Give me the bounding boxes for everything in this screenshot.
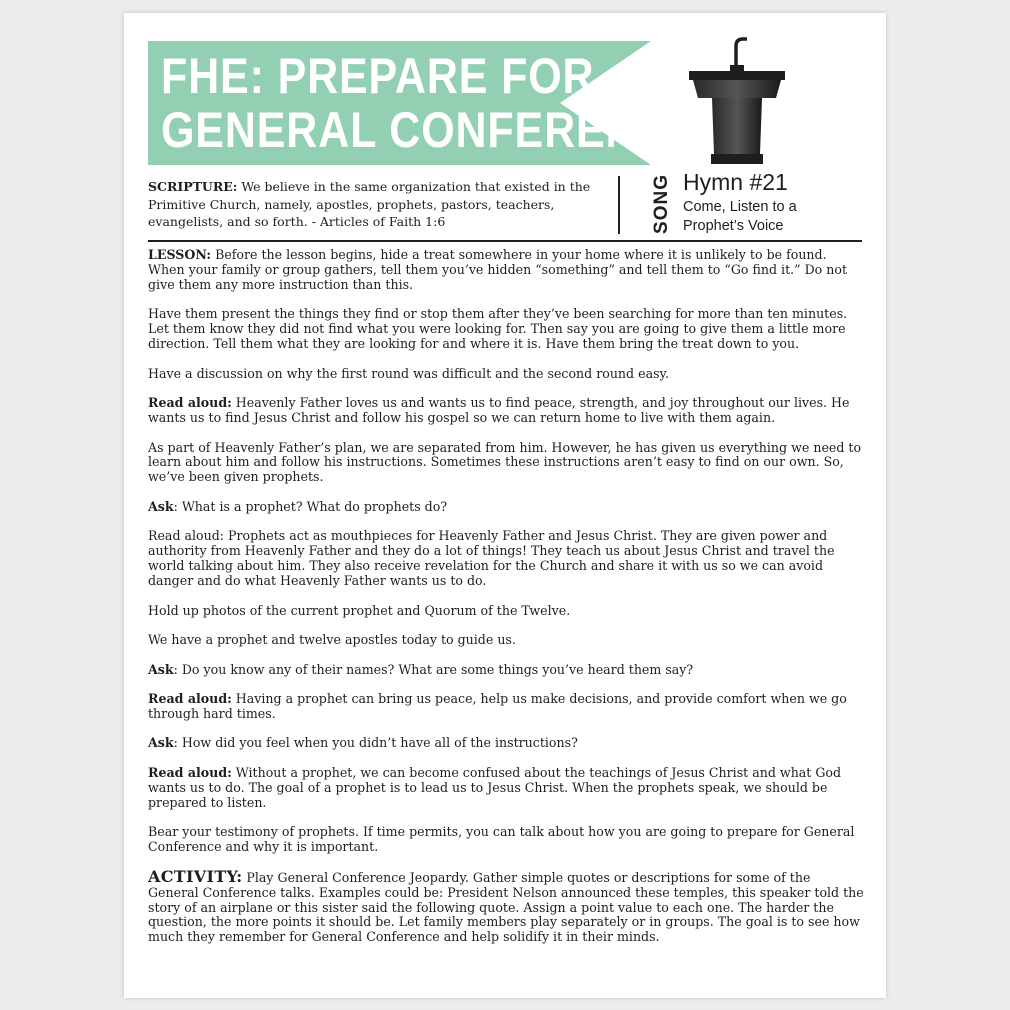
read-aloud-label: Read aloud: <box>148 395 232 411</box>
lesson-paragraph <box>148 766 864 811</box>
lesson-label: LESSON: <box>148 247 212 262</box>
scripture-text: We believe in the same organization that existed in the Primitive Church, namely, apostles, prophets, pastors, teachers, evangelists, and so forth. - Articles of Faith 1:6 <box>148 179 591 229</box>
lesson-paragraph-text: Without a prophet, we can become confused about the teachings of Jesus Christ and what God wants us to do. The goal of a prophet is to lead us to Jesus Christ. When the prophets speak, we should be prepared to listen. <box>148 764 842 810</box>
lesson-paragraph <box>148 396 864 426</box>
song-label-text: SONG <box>651 174 672 234</box>
lesson-paragraph <box>148 500 864 515</box>
lesson-paragraph: Bear your testimony of prophets. If time permits, you can talk about how you are going to prepare for General Conference and why it is important. <box>148 824 855 855</box>
scripture-label: SCRIPTURE: <box>148 179 238 194</box>
podium-icon <box>689 37 787 171</box>
lesson-paragraph-text: : What is a prophet? What do prophets do? <box>173 498 448 514</box>
lesson-paragraph-text: Having a prophet can bring us peace, help us make decisions, and provide comfort when we go through hard times. <box>148 691 847 721</box>
ask-label: Ask <box>148 498 174 514</box>
read-aloud-label: Read aloud: <box>148 764 232 780</box>
section-divider <box>618 176 620 234</box>
scripture-section <box>148 178 603 231</box>
activity-section <box>148 866 864 946</box>
page-title-line-2: GENERAL CONFERENCE <box>161 102 699 158</box>
lesson-page <box>124 13 886 998</box>
hymn-number: Hymn #21 <box>683 169 788 195</box>
lesson-intro <box>148 248 864 293</box>
lesson-paragraph: Have a discussion on why the first round was difficult and the second round easy. <box>148 365 669 381</box>
lesson-paragraph: We have a prophet and twelve apostles today to guide us. <box>148 632 516 648</box>
header-rule <box>148 240 862 242</box>
activity-label: ACTIVITY: <box>148 866 243 886</box>
lesson-paragraph <box>148 692 864 722</box>
read-aloud-label: Read aloud: <box>148 691 232 707</box>
page-title-line-1: FHE: PREPARE FOR <box>161 48 595 104</box>
page-title <box>161 48 699 158</box>
title-banner <box>148 41 699 165</box>
lesson-paragraph: Have them present the things they find or stop them after they’ve been searching for more than ten minutes. Let them know they did not find what you were looking for. Then say you are going to give them a little more direction. Tell them what they are looking for and where it is. Have them bring the treat down to you. <box>148 306 848 352</box>
lesson-paragraph: As part of Heavenly Father’s plan, we are separated from him. However, he has given us everything we need to learn about him and follow his instructions. Sometimes these instructions aren’t easy to find on our own. So, we’ve been given prophets. <box>148 439 862 485</box>
lesson-paragraph: Hold up photos of the current prophet and Quorum of the Twelve. <box>148 602 571 618</box>
lesson-paragraph-text: : Do you know any of their names? What are some things you’ve heard them say? <box>173 661 694 677</box>
lesson-paragraph-text: : How did you feel when you didn’t have all of the instructions? <box>173 735 578 751</box>
lesson-paragraph <box>148 663 864 678</box>
ask-label: Ask <box>148 661 174 677</box>
lesson-body <box>148 248 864 960</box>
lesson-paragraph-text: Heavenly Father loves us and wants us to find peace, strength, and joy throughout our lives. He wants us to find Jesus Christ and follow his gospel so we can return home to live with them again. <box>148 395 850 426</box>
lesson-intro-text: Before the lesson begins, hide a treat somewhere in your home where it is unlikely to be found. When your family or group gathers, tell them you’ve hidden “something” and tell them to “Go find it.” Do not give them any more instruction than this. <box>148 247 848 292</box>
activity-text: Play General Conference Jeopardy. Gather simple quotes or descriptions for some of the General Conference talks. Examples could be: President Nelson announced these temples, this speaker told the story of an airplane or this sister said the following quote. Assign a point value to each one. The harder the question, the more points it should be. Let family members play separately or in groups. The goal is to see how much they remember for General Conference and help solidify it in their minds. <box>148 869 864 945</box>
hymn-title: Come, Listen to a Prophet’s Voice <box>683 199 797 234</box>
ask-label: Ask <box>148 735 174 751</box>
lesson-paragraph: Read aloud: Prophets act as mouthpieces for Heavenly Father and Jesus Christ. They are given power and authority from Heavenly Father and they do a lot of things! They teach us about Jesus Christ and travel the world talking about him. They also receive revelation for the Church and share it with us so we can avoid danger and do what Heavenly Father wants us to do. <box>148 528 835 589</box>
lesson-paragraph <box>148 736 864 751</box>
